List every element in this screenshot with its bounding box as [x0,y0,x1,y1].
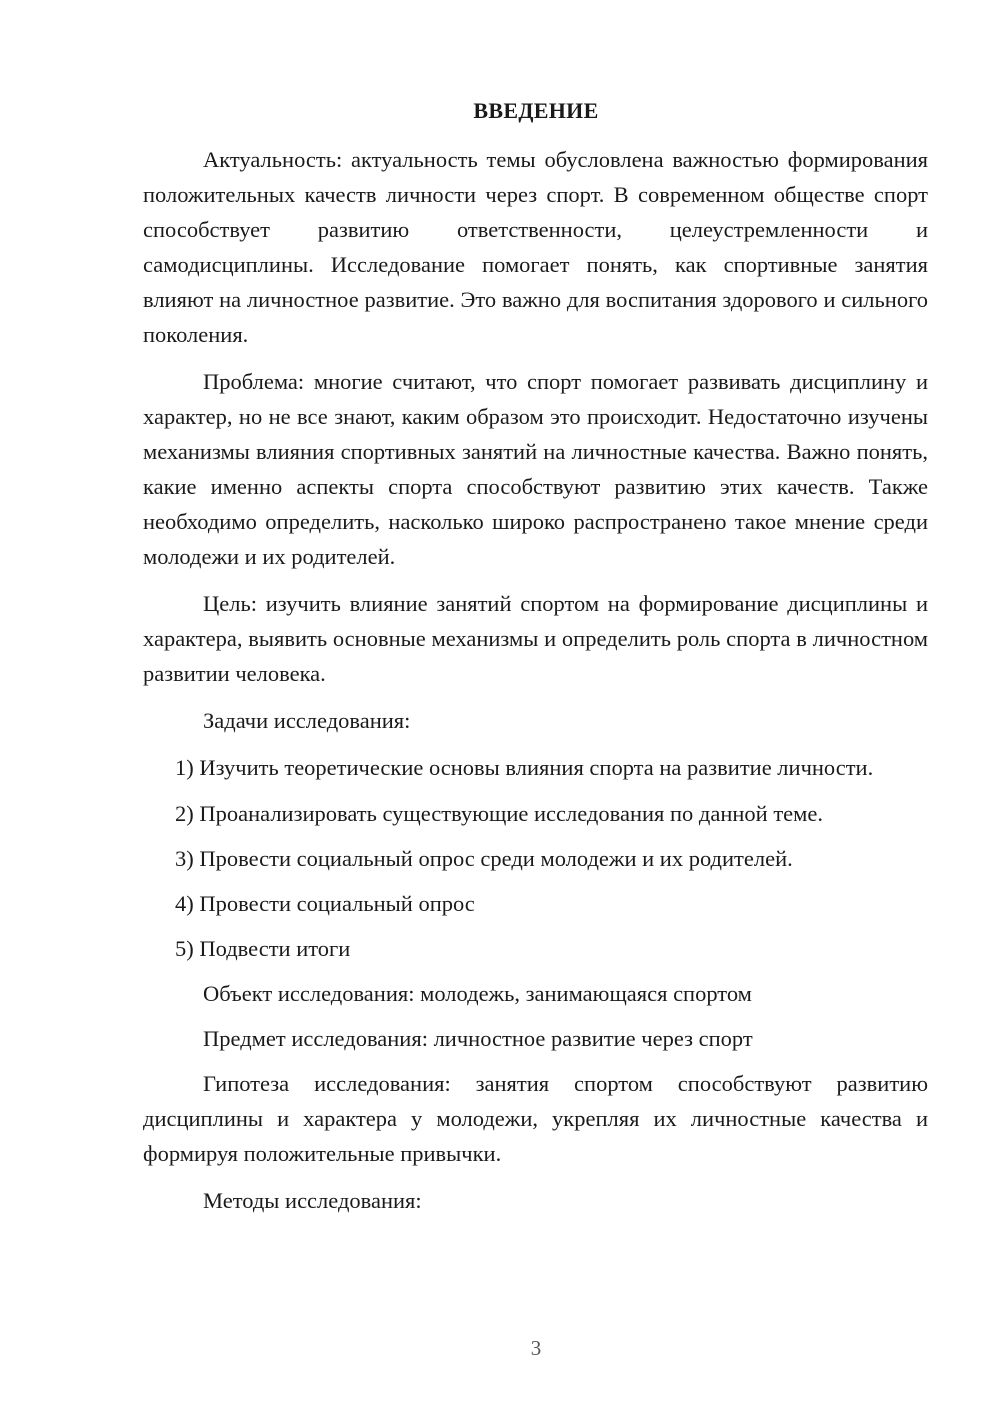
object-paragraph: Объект исследования: молодежь, занимающаяся спортом [203,981,752,1006]
subject-paragraph: Предмет исследования: личностное развитие через спорт [203,1026,753,1051]
page-title: ВВЕДЕНИЕ [473,98,599,123]
task-item-3: 3) Провести социальный опрос среди молодежи и их родителей. [175,846,793,871]
methods-heading: Методы исследования: [203,1188,422,1213]
page-number: 3 [530,1336,542,1360]
relevance-paragraph: Актуальность: актуальность темы обусловлена важностью формирования положительных качеств личности через спорт. В современном обществе спорт способствует развитию ответственности, целеустремленности и самодисциплины. Исследование помогает понять, как спортивные занятия влияют на личностное развитие. Это важно для воспитания здорового и сильного поколения. [143,147,928,347]
goal-paragraph: Цель: изучить влияние занятий спортом на формирование дисциплины и характера, выявить основные механизмы и определить роль спорта в личностном развитии человека. [143,591,928,686]
task-item-4: 4) Провести социальный опрос [175,891,475,916]
problem-paragraph: Проблема: многие считают, что спорт помогает развивать дисциплину и характер, но не все знают, каким образом это происходит. Недостаточно изучены механизмы влияния спортивных занятий на личностные качества. Важно понять, какие именно аспекты спорта способствуют развитию этих качеств. Также необходимо определить, насколько широко распространено такое мнение среди молодежи и их родителей. [143,369,928,569]
tasks-heading: Задачи исследования: [203,708,411,733]
task-item-2: 2) Проанализировать существующие исследования по данной теме. [175,801,824,826]
task-item-1: 1) Изучить теоретические основы влияния спорта на развитие личности. [175,755,874,780]
task-item-5: 5) Подвести итоги [175,936,351,961]
body-text [143,142,928,1218]
hypothesis-paragraph: Гипотеза исследования: занятия спортом способствуют развитию дисциплины и характера у молодежи, укрепляя их личностные качества и формируя положительные привычки. [143,1071,928,1166]
